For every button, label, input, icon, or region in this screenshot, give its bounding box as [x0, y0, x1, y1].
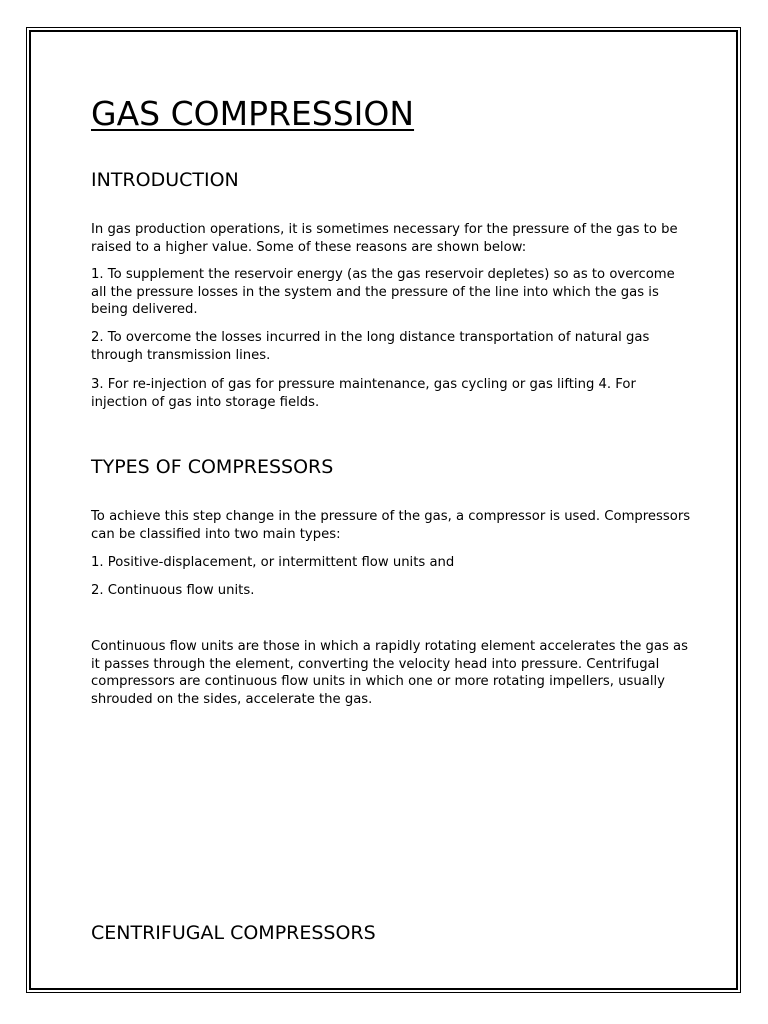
centrifugal-heading: CENTRIFUGAL COMPRESSORS	[91, 922, 376, 944]
reason-2-paragraph: 2. To overcome the losses incurred in the long distance transportation of natural gas through transmission lines.	[91, 330, 650, 363]
types-intro-paragraph: To achieve this step change in the pressure of the gas, a compressor is used. Compressors can be classified into two main types:	[91, 509, 691, 542]
introduction-paragraph: In gas production operations, it is sometimes necessary for the pressure of the gas to be raised to a higher value. Some of these reasons are shown below:	[91, 222, 678, 255]
reason-1-paragraph: 1. To supplement the reservoir energy (as the gas reservoir depletes) so as to overcome all the pressure losses in the system and the pressure of the line into which the gas is being delivered.	[91, 267, 675, 317]
introduction-heading: INTRODUCTION	[91, 169, 239, 191]
document-title: GAS COMPRESSION	[91, 94, 415, 133]
type-1-paragraph: 1. Positive-displacement, or intermittent flow units and	[91, 555, 455, 570]
continuous-flow-paragraph: Continuous flow units are those in which a rapidly rotating element accelerates the gas as it passes through the element, converting the velocity head into pressure. Centrifugal compressors are continuous flow units in which one or more rotating impellers, usually shrouded on the sides, accelerate the gas.	[91, 639, 688, 707]
reason-3-paragraph: 3. For re-injection of gas for pressure maintenance, gas cycling or gas lifting 4. For injection of gas into storage fields.	[91, 377, 636, 410]
types-heading: TYPES OF COMPRESSORS	[91, 456, 334, 478]
type-2-paragraph: 2. Continuous flow units.	[91, 583, 255, 598]
